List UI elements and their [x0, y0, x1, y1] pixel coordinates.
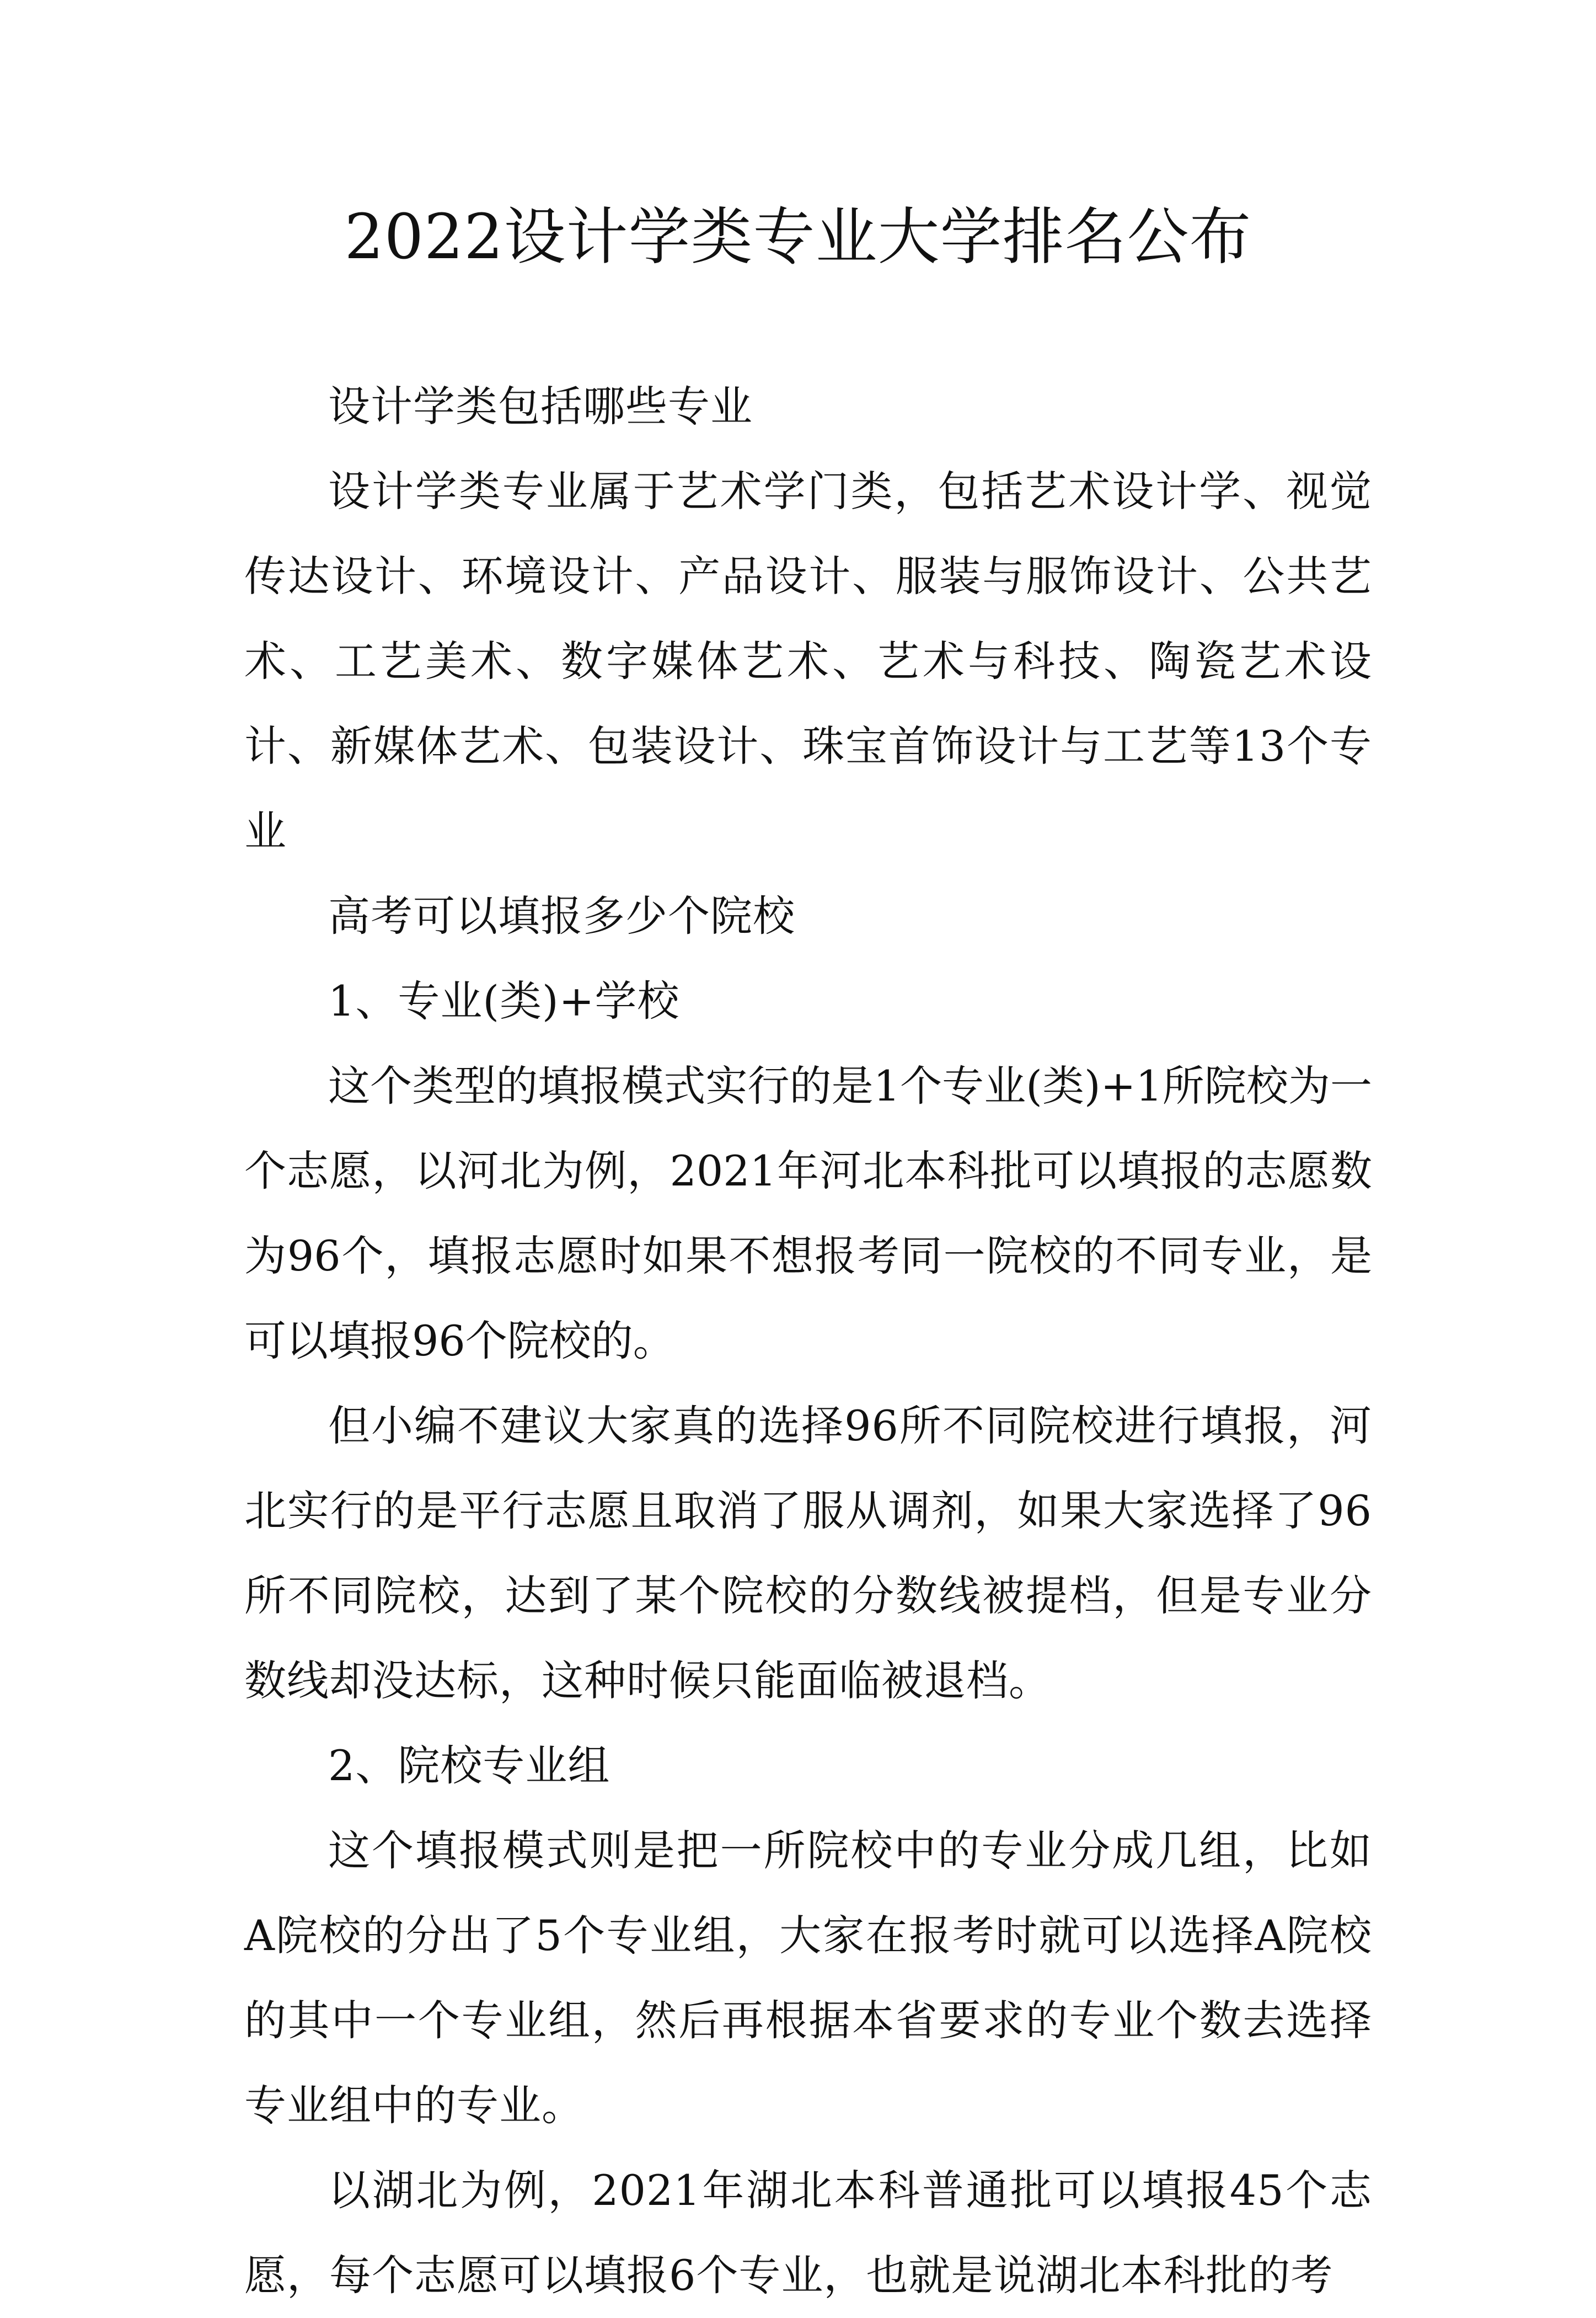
document-body: [244, 364, 1372, 2318]
paragraph-mode-1-description: 这个类型的填报模式实行的是1个专业(类)+1所院校为一个志愿，以河北为例，2021年河北本科批可以填报的志愿数为96个，填报志愿时如果不想报考同一院校的不同专业，是可以填报96个院校的。: [244, 1061, 1372, 1365]
paragraph-mode-2-description: 这个填报模式则是把一所院校中的专业分成几组，比如A院校的分出了5个专业组，大家在报考时就可以选择A院校的其中一个专业组，然后再根据本省要求的专业个数去选择专业组中的专业。: [244, 1826, 1372, 2130]
paragraph-mode-2-title: 2、院校专业组: [328, 1741, 610, 1790]
paragraph-heading-how-many-schools: 高考可以填报多少个院校: [328, 891, 795, 941]
paragraph-heading-design-majors: 设计学类包括哪些专业: [328, 382, 753, 431]
paragraph-mode-1-title: 1、专业(类)+学校: [328, 976, 680, 1026]
paragraph-design-majors-list: 设计学类专业属于艺术学门类，包括艺术设计学、视觉传达设计、环境设计、产品设计、服装与服饰设计、公共艺术、工艺美术、数字媒体艺术、艺术与科技、陶瓷艺术设计、新媒体艺术、包装设计、珠宝首饰设计与工艺等13个专业: [244, 467, 1372, 856]
document-title: 2022设计学类专业大学排名公布: [344, 201, 1252, 273]
paragraph-hubei-example: 以湖北为例，2021年湖北本科普通批可以填报45个志愿，每个志愿可以填报6个专业，也就是说湖北本科批的考: [244, 2166, 1372, 2300]
paragraph-mode-1-advice: 但小编不建议大家真的选择96所不同院校进行填报，河北实行的是平行志愿且取消了服从调剂，如果大家选择了96所不同院校，达到了某个院校的分数线被提档，但是专业分数线却没达标，这种时候只能面临被退档。: [244, 1401, 1372, 1705]
